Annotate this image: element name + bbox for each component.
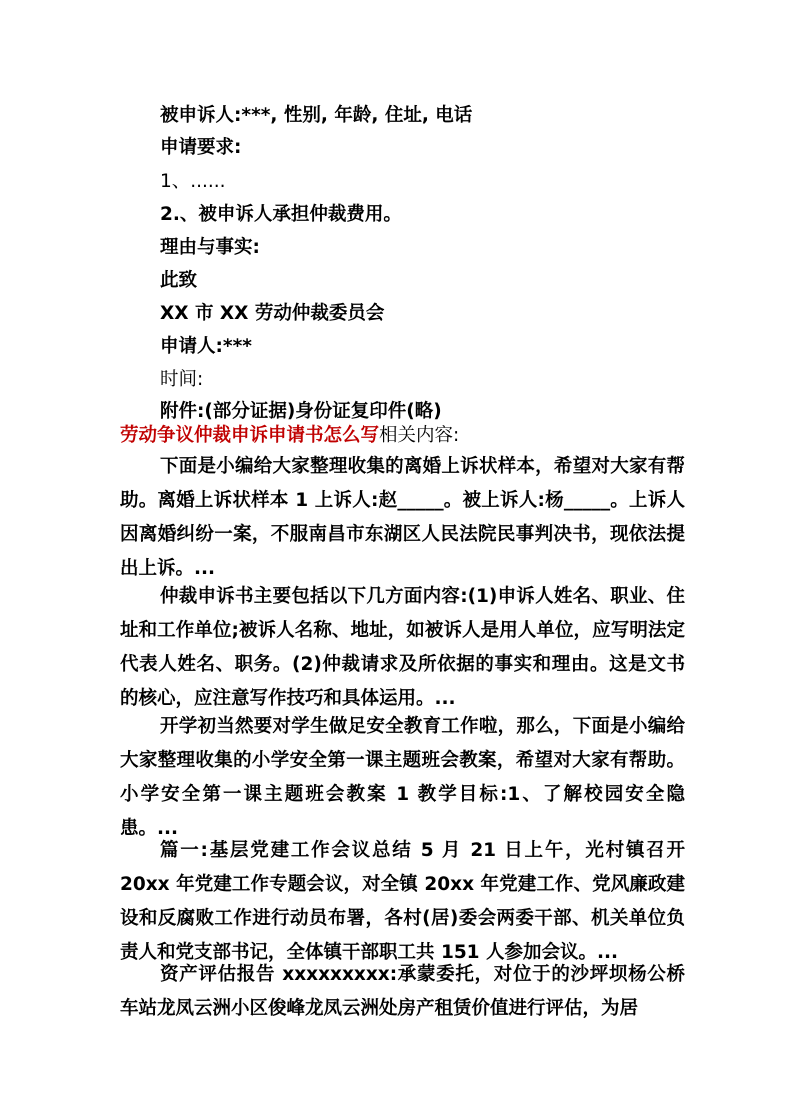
date-line: 时间: [160,369,204,390]
related-content-heading [120,424,459,448]
related-paragraph-1: 下面是小编给大家整理收集的离婚上诉状样本，希望对大家有帮助。离婚上诉状样本 1 上诉人:赵_____。被上诉人:杨_____。上诉人因离婚纠纷一案，不服南昌市东湖区人民法院民事判决书，现依法提出上诉。... [120,456,685,579]
request-item-1: 1、...... [160,171,226,192]
addressee: XX 市 XX 劳动仲裁委员会 [160,303,385,324]
related-title-link[interactable]: 劳动争议仲裁申诉申请书怎么写 [120,425,380,446]
attachment-line: 附件:(部分证据)身份证复印件(略) [160,401,442,422]
related-title-suffix: 相关内容: [379,425,460,446]
related-paragraph-2: 仲裁申诉书主要包括以下几方面内容:(1)申诉人姓名、职业、住址和工作单位;被诉人名称、地址，如被诉人是用人单位，应写明法定代表人姓名、职务。(2)仲裁请求及所依据的事实和理由。这是文书的核心，应注意写作技巧和具体运用。... [120,586,685,709]
related-paragraph-4: 篇一:基层党建工作会议总结 5 月 21 日上午，光村镇召开 20xx 年党建工作专题会议，对全镇 20xx 年党建工作、党风廉政建设和反腐败工作进行动员布署，各村(居)委会两委干部、机关单位负责人和党支部书记，全体镇干部职工共 151 人参加会议。... [120,840,685,963]
respondent-line: 被申诉人:***, 性别, 年龄, 住址, 电话 [160,105,473,126]
related-paragraph-3: 开学初当然要对学生做足安全教育工作啦，那么，下面是小编给大家整理收集的小学安全第一课主题班会教案，希望对大家有帮助。小学安全第一课主题班会教案 1 教学目标:1、了解校园安全隐患。... [120,716,685,839]
request-heading: 申请要求: [160,137,242,158]
reasons-heading: 理由与事实: [160,237,260,258]
request-item-2: 2.、被申诉人承担仲裁费用。 [160,204,402,225]
applicant-line: 申请人:*** [160,336,252,357]
related-paragraph-5: 资产评估报告 xxxxxxxxx:承蒙委托，对位于的沙坪坝杨公桥车站龙凤云洲小区俊峰龙凤云洲处房产租赁价值进行评估，为居 [120,964,685,1019]
salutation: 此致 [160,270,198,291]
